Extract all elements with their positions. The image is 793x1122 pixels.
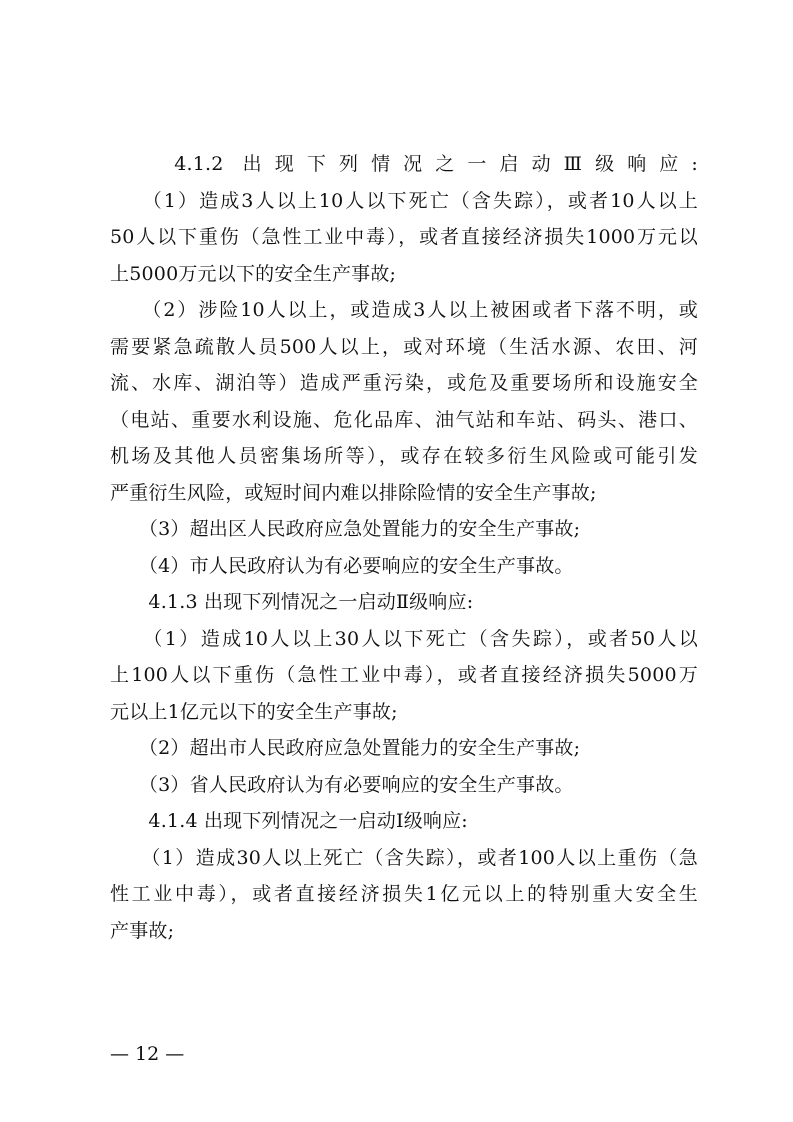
text-line: 上5000万元以下的安全生产事故; [110, 262, 397, 285]
text-line: （2）涉险10人以上，或造成3人以上被困或者下落不明，或 [110, 299, 698, 321]
text-line: 机场及其他人员密集场所等），或存在较多衍生风险或可能引发 [110, 445, 698, 467]
text-line: 性工业中毒），或者直接经济损失1亿元以上的特别重大安全生 [110, 883, 698, 905]
text-line: 严重衍生风险，或短时间内难以排除险情的安全生产事故; [110, 481, 597, 504]
text-line: （4）市人民政府认为有必要响应的安全生产事故。 [110, 554, 574, 577]
text-line: 50人以下重伤（急性工业中毒），或者直接经济损失1000万元以 [110, 226, 698, 248]
text-line: 需要紧急疏散人员500人以上，或对环境（生活水源、农田、河 [110, 335, 698, 358]
text-line: （1）造成3人以上10人以下死亡（含失踪），或者10人以上 [110, 189, 698, 212]
text-line: 产事故; [110, 919, 175, 942]
text-line: 上100人以下重伤（急性工业中毒），或者直接经济损失5000万 [110, 664, 698, 686]
section-heading-4-1-4: 4.1.4 出现下列情况之一启动Ⅰ级响应: [110, 810, 468, 832]
text-line: （3）省人民政府认为有必要响应的安全生产事故。 [110, 773, 574, 796]
text-line: 元以上1亿元以下的安全生产事故; [110, 700, 398, 723]
text-line: （2）超出市人民政府应急处置能力的安全生产事故; [110, 737, 581, 759]
document-body [110, 146, 698, 949]
section-heading-4-1-3: 4.1.3 出现下列情况之一启动Ⅱ级响应: [110, 591, 474, 613]
text-line: （电站、重要水利设施、危化品库、油气站和车站、码头、港口、 [110, 408, 698, 431]
text-line: 流、水库、湖泊等）造成严重污染，或危及重要场所和设施安全 [110, 372, 698, 394]
page-number: — 12 — [110, 1043, 185, 1065]
text-line: （3）超出区人民政府应急处置能力的安全生产事故; [110, 518, 581, 540]
text-line: （1）造成10人以上30人以下死亡（含失踪），或者50人以 [110, 627, 698, 650]
text-line: （1）造成30人以上死亡（含失踪），或者100人以上重伤（急 [110, 846, 698, 869]
section-heading-4-1-2: 4.1.2 出现下列情况之一启动Ⅲ级响应: [110, 153, 698, 175]
